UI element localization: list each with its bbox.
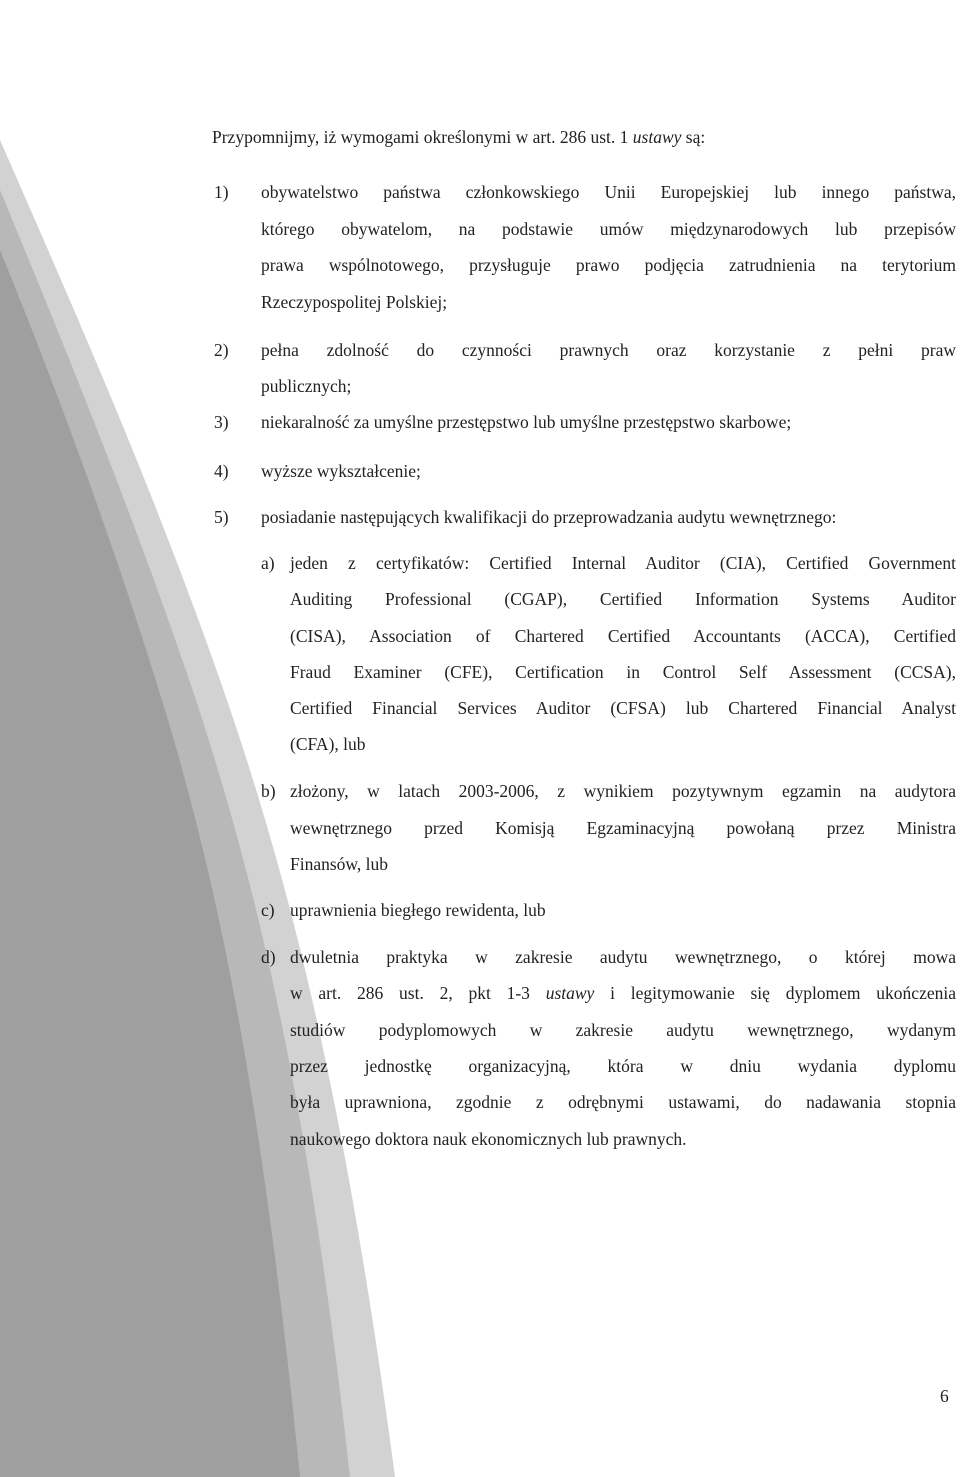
sublist-item-text: Finansów, lub bbox=[290, 854, 389, 874]
list-item-text: Rzeczypospolitej Polskiej; bbox=[261, 292, 448, 312]
intro-italic-text: ustawy bbox=[632, 127, 682, 147]
list-item-text: posiadanie następujących kwalifikacji do przeprowadzania audytu wewnętrznego: bbox=[261, 507, 837, 527]
list-item-text: pełna zdolność do czynności prawnych oraz korzystanie z pełni praw bbox=[261, 340, 956, 360]
sublist-item-text bbox=[290, 982, 956, 1004]
sublist-item-text-part: i legitymowanie się dyplomem ukończenia bbox=[594, 983, 956, 1003]
list-item-text: publicznych; bbox=[261, 376, 352, 396]
sublist-item-letter: d) bbox=[261, 947, 276, 967]
list-item-text: którego obywatelom, na podstawie umów międzynarodowych lub przepisów bbox=[261, 219, 956, 239]
sublist-item-letter: c) bbox=[261, 900, 275, 920]
sublist-item-text: dwuletnia praktyka w zakresie audytu wewnętrznego, o której mowa bbox=[290, 947, 956, 967]
page-number: 6 bbox=[940, 1386, 949, 1406]
sublist-item-text: Auditing Professional (CGAP), Certified Information Systems Auditor bbox=[290, 589, 956, 609]
sublist-item-letter: b) bbox=[261, 781, 276, 801]
sublist-item-text: złożony, w latach 2003-2006, z wynikiem pozytywnym egzamin na audytora bbox=[290, 781, 956, 801]
sublist-item-text: (CISA), Association of Chartered Certified Accountants (ACCA), Certified bbox=[290, 626, 956, 646]
list-item-text: niekaralność za umyślne przestępstwo lub umyślne przestępstwo skarbowe; bbox=[261, 412, 792, 432]
sublist-item-text: wewnętrznego przed Komisją Egzaminacyjną powołaną przez Ministra bbox=[290, 818, 956, 838]
sublist-item-italic-text: ustawy bbox=[545, 983, 595, 1003]
sublist-item-text: studiów podyplomowych w zakresie audytu wewnętrznego, wydanym bbox=[290, 1020, 956, 1040]
sublist-item-text-part: w art. 286 ust. 2, pkt 1-3 bbox=[290, 983, 546, 1003]
list-item-text: prawa wspólnotowego, przysługuje prawo podjęcia zatrudnienia na terytorium bbox=[261, 255, 956, 275]
sublist-item-text: Certified Financial Services Auditor (CFSA) lub Chartered Financial Analyst bbox=[290, 698, 956, 718]
list-item-number: 3) bbox=[214, 412, 229, 432]
sublist-item-text: Fraud Examiner (CFE), Certification in Control Self Assessment (CCSA), bbox=[290, 662, 956, 682]
list-item-text: obywatelstwo państwa członkowskiego Unii Europejskiej lub innego państwa, bbox=[261, 182, 956, 202]
sublist-item-letter: a) bbox=[261, 553, 275, 573]
list-item-number: 1) bbox=[214, 182, 229, 202]
sublist-item-text: jeden z certyfikatów: Certified Internal Auditor (CIA), Certified Government bbox=[290, 553, 956, 573]
intro-paragraph bbox=[212, 126, 705, 148]
sublist-item-text: uprawnienia biegłego rewidenta, lub bbox=[290, 900, 546, 920]
list-item-number: 4) bbox=[214, 461, 229, 481]
sublist-item-text: naukowego doktora nauk ekonomicznych lub prawnych. bbox=[290, 1129, 687, 1149]
list-item-number: 2) bbox=[214, 340, 229, 360]
intro-text: Przypomnijmy, iż wymogami określonymi w art. 286 ust. 1 bbox=[212, 127, 633, 147]
sublist-item-text: przez jednostkę organizacyjną, która w dniu wydania dyplomu bbox=[290, 1056, 956, 1076]
intro-text-end: są: bbox=[681, 127, 706, 147]
list-item-number: 5) bbox=[214, 507, 229, 527]
sublist-item-text: (CFA), lub bbox=[290, 734, 366, 754]
list-item-text: wyższe wykształcenie; bbox=[261, 461, 421, 481]
sublist-item-text: była uprawniona, zgodnie z odrębnymi ustawami, do nadawania stopnia bbox=[290, 1092, 956, 1112]
